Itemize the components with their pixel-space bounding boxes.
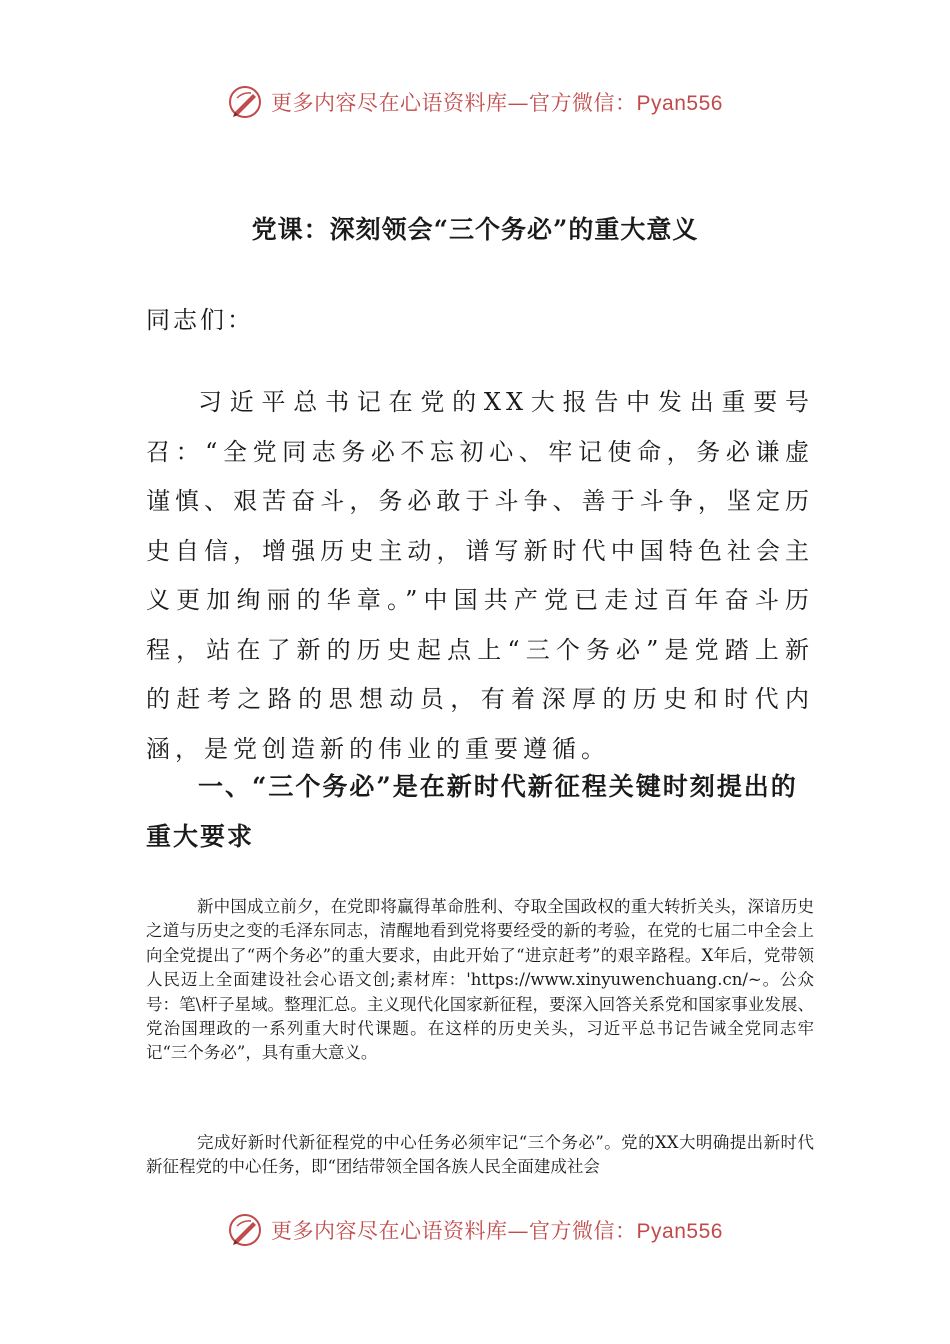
salutation: 同志们： — [146, 306, 254, 334]
footer-watermark — [0, 1212, 950, 1248]
watermark-text: 更多内容尽在心语资料库—官方微信：Pyan556 — [271, 91, 723, 115]
section1-paragraph-2: 完成好新时代新征程党的中心任务必须牢记“三个务必”。党的XX大明确提出新时代新征程党的中心任务，即“团结带领全国各族人民全面建成社会 — [146, 1133, 814, 1177]
pen-logo-icon — [227, 1212, 263, 1248]
document-title: 党课：深刻领会“三个务必”的重大意义 — [251, 215, 699, 244]
header-watermark — [0, 84, 950, 120]
section1-paragraph-1: 新中国成立前夕，在党即将赢得革命胜利、夺取全国政权的重大转折关头，深谙历史之道与历史之变的毛泽东同志，清醒地看到党将要经受的新的考验，在党的七届二中全会上向全党提出了“两个务必”的重大要求，由此开始了“进京赶考”的艰辛路程。X年后，党带领人民迈上全面建设社会心语文创;素材库：'https://www.xinyuwenchuang.cn/~。公众号：笔\杆子星域。整理汇总。主义现代化国家新征程，要深入回答关系党和国家事业发展、党治国理政的一系列重大时代课题。在这样的历史关头，习近平总书记告诫全党同志牢记“三个务必”，具有重大意义。 — [146, 897, 814, 1063]
pen-logo-icon — [227, 84, 263, 120]
intro-paragraph: 习近平总书记在党的XX大报告中发出重要号召：“全党同志务必不忘初心、牢记使命，务必谦虚谨慎、艰苦奋斗，务必敢于斗争、善于斗争，坚定历史自信，增强历史主动，谱写新时代中国特色社会主义更加绚丽的华章。”中国共产党已走过百年奋斗历程，站在了新的历史起点上“三个务必”是党踏上新的赶考之路的思想动员，有着深厚的历史和时代内涵，是党创造新的伟业的重要遵循。 — [146, 388, 814, 763]
watermark-text: 更多内容尽在心语资料库—官方微信：Pyan556 — [271, 1219, 723, 1243]
section-heading-1: 一、“三个务必”是在新时代新征程关键时刻提出的重大要求 — [146, 772, 798, 851]
